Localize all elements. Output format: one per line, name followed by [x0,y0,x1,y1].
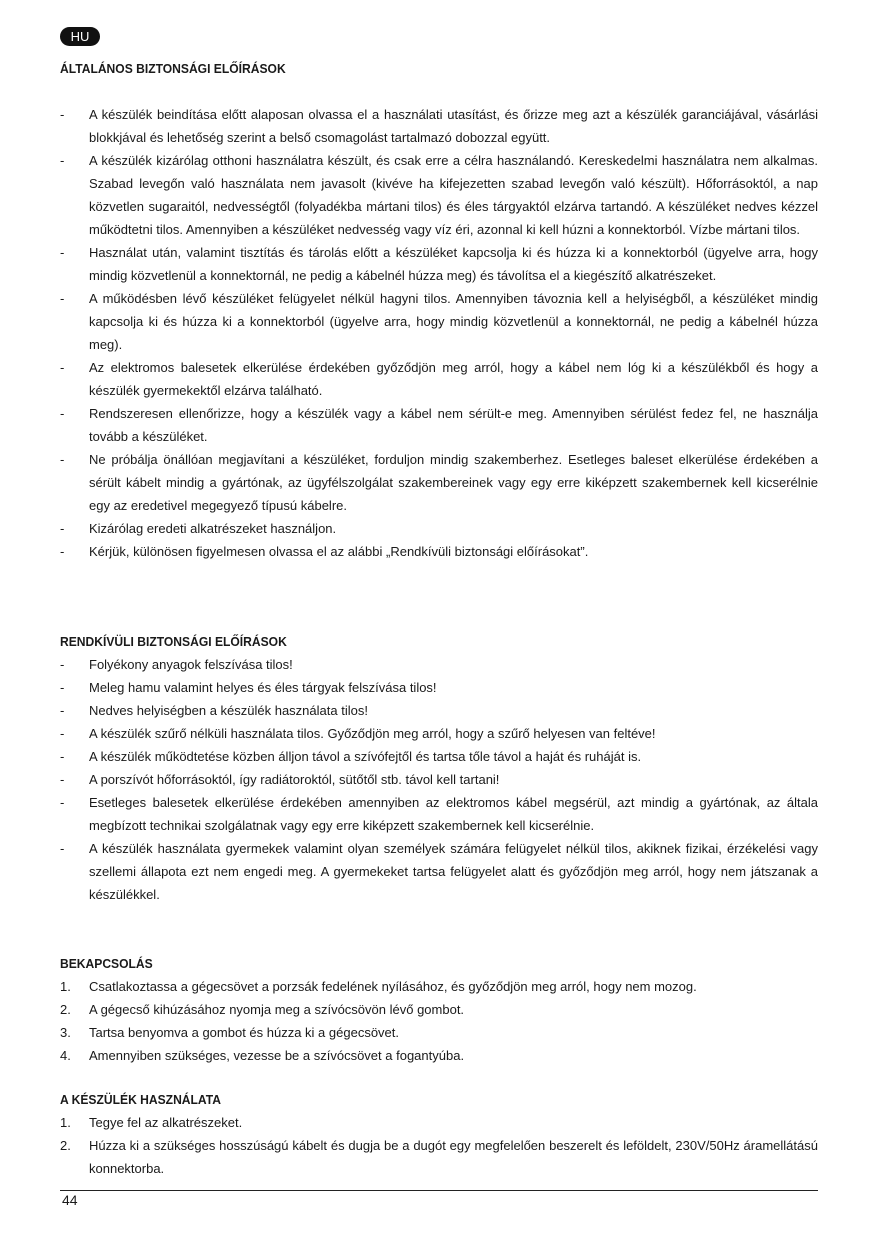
usage-section [60,1088,818,1180]
switch-on-title: BEKAPCSOLÁS [60,956,153,971]
list-item: - A készülék szűrő nélküli használata tilos. Győződjön meg arról, hogy a szűrő helyesen van feltéve! [60,726,656,741]
list-item: - Használat után, valamint tisztítás és tárolás előtt a készüléket kapcsolja ki és húzza ki a konnektorból (ügyelve arra, hogy mindig közvetlenül a konnektornál, ne pedig a kábelnél húzza meg) és távolítsa el a kiegészítő alkatrészeket. [60,245,818,283]
general-safety-title: ÁLTALÁNOS BIZTONSÁGI ELŐÍRÁSOK [60,61,286,76]
list-item: - Kérjük, különösen figyelmesen olvassa el az alábbi „Rendkívüli biztonsági előírásokat”. [60,544,589,559]
list-item: - A készülék működtetése közben álljon távol a szívófejtől és tartsa tőle távol a haját és ruháját is. [60,749,642,764]
list-item: - Esetleges balesetek elkerülése érdekében amennyiben az elektromos kábel megsérül, azt mindig a gyártónak, az általa megbízott technikai szolgálatnak vagy egy erre kiképzett szakembernek kell kicserélnie. [60,795,818,833]
list-item: - A készülék beindítása előtt alaposan olvassa el a használati utasítást, és őrizze meg azt a készülék garanciájával, vásárlási blokkjával és lehetőség szerint a belső csomagolást tartalmazó dobozzal együtt. [60,107,818,145]
list-item: - A működésben lévő készüléket felügyelet nélkül hagyni tilos. Amennyiben távoznia kell a helyiségből, a készüléket mindig kapcsolja ki és húzza ki a konnektorból (ügyelve arra, hogy mindig közvetlenül a konnektornál, ne pedig a kábelnél húzza meg). [60,291,818,352]
list-item: 2. A gégecső kihúzásához nyomja meg a szívócsövön lévő gombot. [60,1002,465,1017]
special-safety-title: RENDKÍVÜLI BIZTONSÁGI ELŐÍRÁSOK [60,634,287,649]
switch-on-steps [60,975,818,1067]
general-safety-section [60,57,818,563]
page-number: 44 [62,1192,78,1208]
list-item: - Folyékony anyagok felszívása tilos! [60,657,293,672]
list-item: 1. Tegye fel az alkatrészeket. [60,1115,243,1130]
list-item: - Kizárólag eredeti alkatrészeket használjon. [60,521,337,536]
list-item: 3. Tartsa benyomva a gombot és húzza ki a gégecsövet. [60,1025,400,1040]
list-item: - Ne próbálja önállóan megjavítani a készüléket, forduljon mindig szakemberhez. Esetleges baleset elkerülése érdekében a sérült kábelt mindig a gyártónak, az ügyfélszolgálat szakembereinek vagy egy erre kiképzett szakembernek kell kicserélnie egy az eredetivel megegyező típusú kábelre. [60,452,818,513]
footer-divider [60,1190,818,1191]
list-item: - Nedves helyiségben a készülék használata tilos! [60,703,368,718]
switch-on-section [60,952,818,1067]
general-safety-list [60,103,818,563]
list-item: 2. Húzza ki a szükséges hosszúságú kábelt és dugja be a dugót egy megfelelően beszerelt és leföldelt, 230V/50Hz áramellátású konnektorba. [60,1138,818,1176]
list-item: - A készülék használata gyermekek valamint olyan személyek számára felügyelet nélkül tilos, akiknek fizikai, érzékelési vagy szellemi állapota ezt nem engedi meg. A gyermekeket tartsa felügyelet alatt és győződjön meg arról, hogy nem játszanak a készülékkel. [60,841,818,902]
list-item: - Meleg hamu valamint helyes és éles tárgyak felszívása tilos! [60,680,437,695]
usage-steps [60,1111,818,1180]
special-safety-list [60,653,818,906]
special-safety-section [60,630,818,906]
list-item: - Rendszeresen ellenőrizze, hogy a készülék vagy a kábel nem sérült-e meg. Amennyiben sérülést fedez fel, ne használja tovább a készüléket. [60,406,818,444]
list-item: 4. Amennyiben szükséges, vezesse be a szívócsövet a fogantyúba. [60,1048,465,1063]
list-item: 1. Csatlakoztassa a gégecsövet a porzsák fedelének nyílásához, és győződjön meg arról, hogy nem mozog. [60,979,697,994]
usage-title: A KÉSZÜLÉK HASZNÁLATA [60,1092,221,1107]
language-badge: HU [60,27,100,46]
list-item: - A készülék kizárólag otthoni használatra készült, és csak erre a célra használandó. Kereskedelmi használatra nem alkalmas. Szabad levegőn való használata nem javasolt (kivéve ha kifejezetten szabad levegőn való készült). Hőforrásoktól, a nap közvetlen sugaraitól, nedvességtől (folyadékba mártani tilos) és éles tárgyaktól elzárva tartandó. A készüléket nedves kézzel működtetni tilos. Amennyiben a készüléket nedvesség vagy víz éri, azonnal ki kell húzni a konnektorból. Vízbe mártani tilos. [60,153,818,237]
list-item: - A porszívót hőforrásoktól, így radiátoroktól, sütőtől stb. távol kell tartani! [60,772,500,787]
list-item: - Az elektromos balesetek elkerülése érdekében győződjön meg arról, hogy a kábel nem lóg ki a készülékből és hogy a készülék gyermekektől elzárva található. [60,360,818,398]
